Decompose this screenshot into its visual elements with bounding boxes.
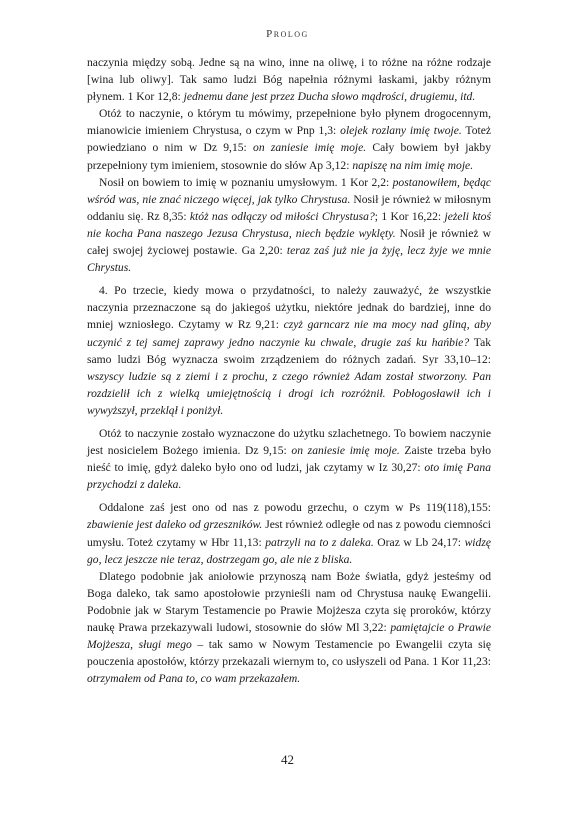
body-text-run: Jest również odległe od nas z powodu ciemności umysłu. Toteż czytamy w Hbr 11,13: <box>87 518 491 549</box>
body-text-run: Toteż powiedziano o nim w Dz 9,15: <box>87 124 492 155</box>
body-text-run: ; 1 Kor 16,22: <box>374 209 445 223</box>
quotation-text: jeżeli ktoś nie kocha Pana naszego Jezusa Chrystusa, niech będzie wyklęty. <box>87 209 491 240</box>
paragraph-3 <box>87 174 491 277</box>
body-text <box>87 54 491 687</box>
quotation-text: pamiętajcie o Prawie Mojżesza, sługi mego <box>87 621 492 652</box>
paragraph-4 <box>87 282 491 419</box>
body-text-run: Otóż to naczynie, o którym tu mówimy, przepełnione było płynem drogocennym, mianowicie imieniem Chrystusa, o czym w Pnp 1,3: <box>87 107 491 138</box>
paragraph-2 <box>87 105 491 173</box>
paragraph-7 <box>87 568 491 688</box>
body-text-run: Nosił on bowiem to imię w poznaniu umysłowym. 1 Kor 2,2: <box>99 175 393 189</box>
quotation-text: oto imię Pana przychodzi z daleka. <box>87 461 491 492</box>
quotation-text: widzę go, lecz jeszcze nie teraz, dostrzegam go, ale nie z bliska. <box>87 535 491 566</box>
body-text-run: Nosił je również w całej swojej życiowej postawie. Ga 2,20: <box>87 226 491 258</box>
quotation-text: czyż garncarz nie ma mocy nad gliną, aby uczynić z tej samej zaprawy jedno naczynie ku chwale, drugie zaś ku hańbie? <box>87 318 491 349</box>
body-text-run: naczynia między sobą. Jedne są na wino, inne na oliwę, i to różne na różne rodzaje [wina lub oliwy]. Tak samo ludzi Bóg napełnia różnymi łaskami, jakby różnym płynem. 1 Kor 12,8: <box>87 56 491 104</box>
paragraph-1 <box>87 54 491 105</box>
quotation-text: on zaniesie imię moje. <box>291 444 400 458</box>
paragraph-5 <box>87 425 491 493</box>
body-text-run: 4. Po trzecie, kiedy mowa o przydatności, to należy zauważyć, że wszystkie naczynia przeznaczone są do jakiegoś użytku, niektóre jednak do bardziej, inne do mniej wzniosłego. Czytamy w Rz 9,21: <box>87 284 491 332</box>
body-text-run: Zaiste trzeba było nieść to imię, gdyż daleko było ono od ludzi, jak czytamy w Iz 30,27: <box>87 444 492 475</box>
quotation-text: postanowiłem, będąc wśród was, nie znać niczego więcej, jak tylko Chrystusa. <box>87 175 492 206</box>
running-header: Prolog <box>266 28 309 40</box>
quotation-text: któż nas odłączy od miłości Chrystusa? <box>189 209 375 223</box>
quotation-text: wszyscy ludzie są z ziemi i z prochu, z czego również Adam został stworzony. Pan rozdzielił ich z wielką umiejętnością i drogi ich rozróżnił. Pobłogosławił ich i wywyższył, przeklął i poniżył. <box>87 369 491 417</box>
body-text-run: Oddalone zaś jest ono od nas z powodu grzechu, o czym w Ps 119(118),155: <box>99 501 491 515</box>
body-text-run: Otóż to naczynie zostało wyznaczone do użytku szlachetnego. To bowiem naczynie jest nosicielem Bożego imienia. Dz 9,15: <box>87 426 491 458</box>
paragraph-6 <box>87 499 491 567</box>
quotation-text: jednemu dane jest przez Ducha słowo mądrości, drugiemu, itd. <box>183 90 476 104</box>
quotation-text: otrzymałem od Pana to, co wam przekazałem. <box>87 672 301 686</box>
body-text-run: – tak samo w Nowym Testamencie po Ewangelii czyta się pouczenia apostołów, którzy przekazali wiernym to, co usłyszeli od Pana. 1 Kor 11,23: <box>87 638 492 669</box>
body-text-run: Cały bowiem był jakby przepełniony tym imieniem, stosownie do słów Ap 3,12: <box>87 141 491 172</box>
body-text-run: Oraz w Lb 24,17: <box>373 535 465 549</box>
page-number: 42 <box>281 752 294 767</box>
quotation-text: olejek rozlany imię twoje. <box>340 124 462 138</box>
body-text-run: Tak samo ludzi Bóg wyznacza swoim zrządzeniem do różnych zadań. Syr 33,10–12: <box>87 335 492 366</box>
quotation-text: zbawienie jest daleko od grzeszników. <box>87 518 263 532</box>
quotation-text: napiszę na nim imię moje. <box>352 158 474 172</box>
body-text-run: Nosił je również w miłosnym oddaniu się. Rz 8,35: <box>87 192 491 223</box>
quotation-text: on zaniesie imię moje. <box>253 141 367 155</box>
quotation-text: patrzyli na to z daleka. <box>265 535 374 549</box>
quotation-text: teraz zaś już nie ja żyję, lecz żyje we mnie Chrystus. <box>87 244 491 275</box>
body-text-run: Dlatego podobnie jak aniołowie przynoszą nam Boże światła, gdyż jesteśmy od Boga daleko, tak samo apostołowie przynieśli nam od Chrystusa naukę Ewangelii. Podobnie jak w Starym Testamencie po Prawie Mojżesza czyta się proroków, którzy naukę Prawa przekazywali ludowi, stosownie do słów Ml 3,22: <box>87 569 491 634</box>
